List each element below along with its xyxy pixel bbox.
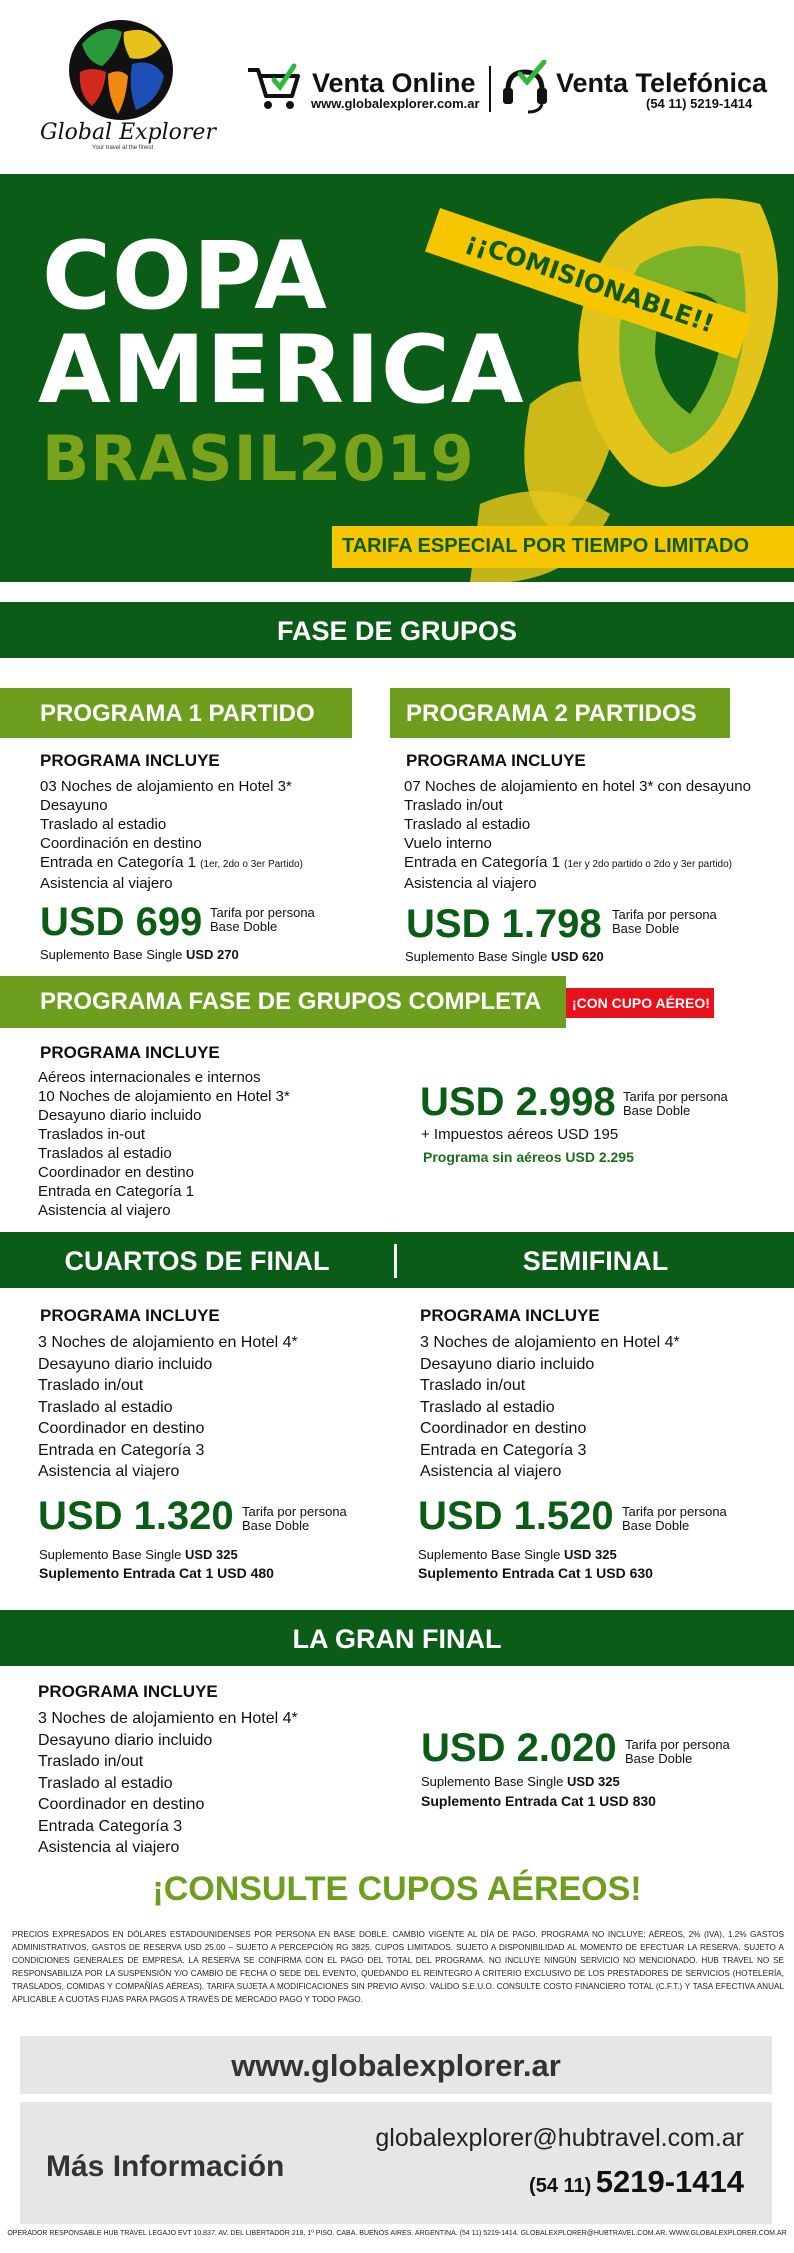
final-suplemento	[421, 1774, 620, 1789]
header-divider	[489, 66, 491, 112]
list-item: Coordinación en destino	[40, 835, 202, 852]
list-item: Vuelo interno	[404, 835, 492, 852]
list-item: Coordinador en destino	[38, 1164, 194, 1181]
list-item: 3 Noches de alojamiento en Hotel 4*	[420, 1334, 680, 1351]
logo-text: Global Explorer	[40, 120, 216, 145]
list-item: Traslado in/out	[38, 1753, 144, 1770]
programa-1-header	[0, 688, 352, 738]
cart-icon	[246, 62, 302, 112]
list-item: Traslados al estadio	[38, 1145, 172, 1162]
list-item: Entrada Categoría 3	[38, 1817, 183, 1835]
list-item: Coordinador en destino	[38, 1796, 205, 1813]
list-item: Traslados in-out	[38, 1126, 145, 1143]
semifinal-list	[420, 1332, 780, 1483]
list-item: Asistencia al viajero	[420, 1463, 562, 1480]
operador-text: OPERADOR RESPONSABLE HUB TRAVEL LEGAJO EVT 10.837. AV. DEL LIBERTADOR 218, 1º PISO. CABA. BUENOS AIRES. ARGENTINA. (54 11) 5219-1414. GLOBALEXPLORER@HUBTRAVEL.COM.AR. WWW.GLOBALEXPLORER.COM.AR	[7, 2230, 787, 2237]
semifinal-tarifa	[622, 1505, 727, 1533]
semifinal-price: USD 1.520	[418, 1494, 614, 1538]
suplemento-label: Suplemento Base Single	[40, 947, 183, 962]
fase-completa-price: USD 2.998	[420, 1080, 616, 1124]
programa-2-price: USD 1.798	[406, 902, 602, 946]
programa-1-list	[40, 777, 360, 893]
programa-2-tarifa	[612, 908, 717, 936]
base-label: Base Doble	[210, 919, 278, 934]
logo-icon	[62, 14, 180, 124]
tarifa-label: Tarifa por persona	[210, 905, 315, 920]
list-item: Asistencia al viajero	[38, 1202, 171, 1219]
programa-2-title: PROGRAMA 2 PARTIDOS	[406, 700, 697, 727]
semifinal-title: SEMIFINAL	[522, 1246, 669, 1276]
list-item: Entrada en Categoría 3	[420, 1441, 587, 1459]
base-label: Base Doble	[625, 1751, 693, 1766]
tarifa-label: Tarifa por persona	[242, 1504, 347, 1519]
cuartos-list	[38, 1332, 378, 1483]
fase-grupos-header	[0, 602, 794, 658]
hero-banner	[0, 174, 794, 582]
cuartos-suplemento	[39, 1547, 238, 1562]
programa-1-price: USD 699	[40, 900, 203, 944]
cuartos-suplemento-entrada: Suplemento Entrada Cat 1 USD 480	[39, 1565, 274, 1581]
suplemento-value: USD 325	[185, 1547, 238, 1562]
list-item: Desayuno diario incluido	[38, 1107, 202, 1124]
suplemento-label: Suplemento Base Single	[405, 949, 548, 964]
list-item: Coordinador en destino	[38, 1420, 205, 1437]
programa-1-incluye: PROGRAMA INCLUYE	[40, 751, 220, 770]
suplemento-label: Suplemento Base Single	[421, 1774, 564, 1789]
entrada-note: (1er y 2do partido o 2do y 3er partido)	[564, 859, 733, 870]
final-incluye: PROGRAMA INCLUYE	[38, 1682, 218, 1701]
list-item: Asistencia al viajero	[40, 875, 173, 892]
info-box	[20, 2102, 772, 2224]
list-item: Desayuno	[40, 797, 108, 814]
suplemento-value: USD 270	[186, 947, 239, 962]
venta-telefonica-phone[interactable]: (54 11) 5219-1414	[646, 96, 753, 111]
venta-telefonica-title: Venta Telefónica	[556, 68, 768, 98]
fase-completa-incluye: PROGRAMA INCLUYE	[40, 1043, 220, 1062]
list-item: Entrada en Categoría 1	[38, 1183, 194, 1200]
list-item: Traslado in/out	[420, 1377, 526, 1394]
list-item: Desayuno diario incluido	[38, 1731, 213, 1749]
list-item: Asistencia al viajero	[38, 1839, 180, 1856]
list-item	[404, 853, 794, 874]
title-copa: COPA	[42, 222, 328, 331]
list-item	[40, 853, 360, 874]
tarifa-label: Tarifa por persona	[622, 1504, 727, 1519]
suplemento-value: USD 325	[567, 1774, 620, 1789]
venta-online-title: Venta Online	[312, 68, 476, 98]
logo-tagline: Your travel at the finest	[92, 145, 154, 151]
fase-completa-list	[38, 1068, 378, 1220]
programa-2-header	[390, 688, 730, 738]
suplemento-label: Suplemento Base Single	[418, 1547, 561, 1562]
mas-informacion: Más Información	[46, 2150, 285, 2183]
fase-grupos-title: FASE DE GRUPOS	[276, 616, 518, 646]
programa-sin-aereos: Programa sin aéreos USD 2.295	[423, 1149, 634, 1165]
headset-icon	[500, 60, 550, 116]
suplemento-value: USD 620	[551, 949, 604, 964]
tarifa-label: Tarifa por persona	[623, 1089, 728, 1104]
cuartos-tarifa	[242, 1505, 347, 1533]
programa-2-suplemento	[405, 949, 604, 964]
comisionable-text: ¡¡COMISIONABLE!!	[462, 226, 718, 339]
cuartos-price: USD 1.320	[38, 1494, 234, 1538]
legal-text: PRECIOS EXPRESADOS EN DÓLARES ESTADOUNIDENSES POR PERSONA EN BASE DOBLE. CAMBIO VIGENTE AL DÍA DE PAGO. PROGRAMA NO INCLUYE: AÉREOS, 2% (IVA), 1.2% GASTOS ADMINISTRATIVOS, GASTOS DE RESERVA USD 25.00 – SUJETO A PERCEPCIÓN RG 3825. CUPOS LIMITADOS. SUJETO A DISPONIBILIDAD AL MOMENTO DE EFECTUAR LA RESERVA. SUJETO A CONDICIONES GENERALES DE EMPRESA. LA RESERVA SE CONFIRMA CON EL PAGO DEL TOTAL DEL PROGRAMA. NO INCLUYE NINGÚN SERVICIO NO MENCIONADO. HUB TRAVEL NO SE RESPONSABILIZA POR LA SUSPENSIÓN Y/O CAMBIO DE FECHA O SEDE DEL EVENTO, QUEDANDO EL REINTEGRO A CRITERIO EXCLUSIVO DE LOS PRESTADORES DE SERVICIOS (HOTELERÍA, TRASLADOS, COMIDAS Y COMPAÑÍAS AÉREAS). TARIFA SUJETA A MODIFICACIONES SIN PREVIO AVISO. VALIDO S.E.U.O. CONSULTE COSTO FINANCIERO TOTAL (C.F.T.) Y TASA EFECTIVA ANUAL APLICABLE A CUOTAS FIJAS PARA PAGOS A TRAVÉS DE MERCADO PAGO Y TODO PAGO.	[12, 1930, 784, 2004]
entrada-text: Entrada en Categoría 1	[404, 854, 560, 871]
fase-completa-title: PROGRAMA FASE DE GRUPOS COMPLETA	[40, 988, 542, 1015]
email-link[interactable]: globalexplorer@hubtravel.com.ar	[375, 2124, 744, 2152]
base-label: Base Doble	[622, 1518, 690, 1533]
semifinal-suplemento	[418, 1547, 617, 1562]
impuestos-aereos: + Impuestos aéreos USD 195	[421, 1126, 619, 1143]
list-item: 10 Noches de alojamiento en Hotel 3*	[38, 1088, 290, 1105]
phone-prefix: (54 11)	[529, 2175, 592, 2197]
phone-main: 5219-1414	[595, 2164, 744, 2199]
programa-2-incluye: PROGRAMA INCLUYE	[406, 751, 586, 770]
title-brasil-2019: BRASIL2019	[42, 422, 475, 495]
venta-online-url[interactable]: www.globalexplorer.com.ar	[311, 96, 480, 111]
list-item: Traslado al estadio	[38, 1774, 173, 1792]
entrada-text: Entrada en Categoría 1	[40, 854, 196, 871]
final-tarifa	[625, 1738, 730, 1766]
list-item: Traslado al estadio	[404, 816, 531, 833]
cuartos-title: CUARTOS DE FINAL	[64, 1246, 330, 1276]
tarifa-especial-text: TARIFA ESPECIAL POR TIEMPO LIMITADO	[342, 535, 750, 557]
final-suplemento-entrada: Suplemento Entrada Cat 1 USD 830	[421, 1793, 656, 1809]
cupo-aereo-badge	[566, 988, 714, 1018]
base-label: Base Doble	[612, 921, 680, 936]
phone-number[interactable]	[529, 2164, 744, 2200]
fase-completa-tarifa	[623, 1090, 728, 1118]
final-header	[0, 1610, 794, 1666]
entrada-note: (1er, 2do o 3er Partido)	[200, 859, 303, 870]
programa-1-tarifa	[210, 906, 315, 934]
list-item: 03 Noches de alojamiento en Hotel 3*	[40, 778, 292, 795]
suplemento-value: USD 325	[564, 1547, 617, 1562]
final-title: LA GRAN FINAL	[292, 1624, 502, 1654]
website-link[interactable]: www.globalexplorer.ar	[231, 2048, 561, 2083]
list-item: Traslado in/out	[404, 797, 503, 814]
tarifa-especial-strip	[332, 526, 794, 568]
tarifa-label: Tarifa por persona	[625, 1737, 730, 1752]
list-item: Entrada en Categoría 3	[38, 1441, 205, 1459]
suplemento-label: Suplemento Base Single	[39, 1547, 182, 1562]
list-item: Coordinador en destino	[420, 1420, 587, 1437]
list-item: 3 Noches de alojamiento en Hotel 4*	[38, 1334, 298, 1351]
list-item: Desayuno diario incluido	[420, 1355, 595, 1373]
cupo-aereo-text: ¡CON CUPO AÉREO!	[572, 995, 710, 1011]
programa-2-list	[404, 777, 794, 893]
list-item: 3 Noches de alojamiento en Hotel 4*	[38, 1710, 298, 1727]
semifinal-suplemento-entrada: Suplemento Entrada Cat 1 USD 630	[418, 1565, 653, 1581]
list-item: Traslado al estadio	[40, 816, 167, 833]
cuartos-semifinal-header	[0, 1232, 794, 1288]
semifinal-incluye: PROGRAMA INCLUYE	[420, 1306, 600, 1325]
consulte-cupos: ¡CONSULTE CUPOS AÉREOS!	[152, 1870, 642, 1908]
list-item: 07 Noches de alojamiento en hotel 3* con desayuno	[404, 778, 751, 795]
list-item: Traslado al estadio	[420, 1398, 555, 1416]
website-box	[20, 2036, 772, 2094]
title-america: AMERICA	[38, 316, 525, 425]
programa-1-title: PROGRAMA 1 PARTIDO	[40, 700, 315, 727]
list-item: Traslado in/out	[38, 1377, 144, 1394]
list-item: Asistencia al viajero	[38, 1463, 180, 1480]
base-label: Base Doble	[242, 1518, 310, 1533]
list-item: Traslado al estadio	[38, 1398, 173, 1416]
final-list	[38, 1708, 378, 1859]
fase-completa-header	[0, 976, 566, 1028]
cuartos-incluye: PROGRAMA INCLUYE	[40, 1306, 220, 1325]
list-item: Desayuno diario incluido	[38, 1355, 213, 1373]
final-price: USD 2.020	[421, 1726, 617, 1770]
tarifa-label: Tarifa por persona	[612, 907, 717, 922]
list-item: Asistencia al viajero	[404, 875, 537, 892]
base-label: Base Doble	[623, 1103, 691, 1118]
programa-1-suplemento	[40, 947, 239, 962]
list-item: Aéreos internacionales e internos	[38, 1069, 261, 1086]
